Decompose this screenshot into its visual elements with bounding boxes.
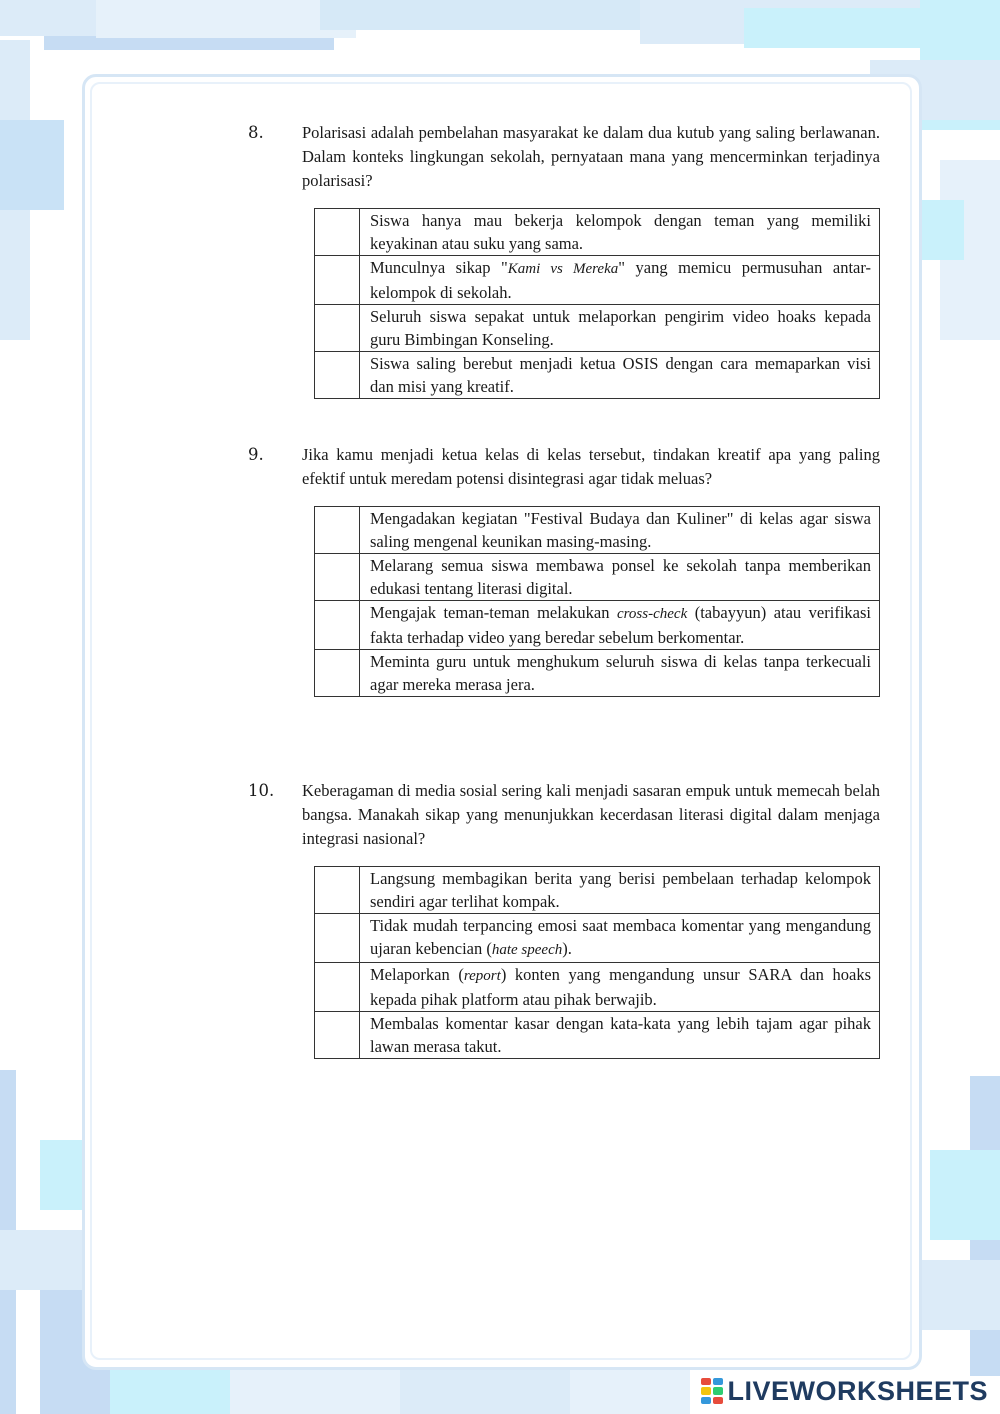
question-text: Jika kamu menjadi ketua kelas di kelas tersebut, tindakan kreatif apa yang paling efektif untuk meredam potensi disintegrasi agar tidak meluas? <box>302 445 880 488</box>
option-row <box>315 554 880 601</box>
option-row <box>315 914 880 963</box>
question-8 <box>248 121 880 399</box>
option-row <box>315 867 880 914</box>
options-table <box>314 506 880 697</box>
brand-name: LIVEWORKSHEETS <box>727 1375 988 1406</box>
question-text: Keberagaman di media sosial sering kali menjadi sasaran empuk untuk memecah belah bangsa. Manakah sikap yang menunjukkan kecerdasan literasi digital dalam menjaga integrasi nasional? <box>302 781 880 848</box>
option-text: Mengajak teman-teman melakukan cross-check (tabayyun) atau verifikasi fakta terhadap video yang beredar sebelum berkomentar. <box>360 601 880 650</box>
decor-block <box>744 8 924 48</box>
decor-block <box>320 0 640 30</box>
option-row <box>315 352 880 399</box>
option-row <box>315 601 880 650</box>
option-row <box>315 507 880 554</box>
option-row <box>315 963 880 1012</box>
answer-checkbox[interactable] <box>315 1012 360 1059</box>
answer-checkbox[interactable] <box>315 352 360 399</box>
answer-checkbox[interactable] <box>315 209 360 256</box>
question-text: Polarisasi adalah pembelahan masyarakat ke dalam dua kutub yang saling berlawanan. Dalam konteks lingkungan sekolah, pernyataan mana yang mencerminkan terjadinya polarisasi? <box>302 123 880 190</box>
option-row <box>315 650 880 697</box>
option-row <box>315 305 880 352</box>
option-text: Seluruh siswa sepakat untuk melaporkan pengirim video hoaks kepada guru Bimbingan Konseling. <box>360 305 880 352</box>
answer-checkbox[interactable] <box>315 914 360 963</box>
option-text: Tidak mudah terpancing emosi saat membaca komentar yang mengandung ujaran kebencian (hate speech). <box>360 914 880 963</box>
option-text: Munculnya sikap "Kami vs Mereka" yang memicu permusuhan antar-kelompok di sekolah. <box>360 256 880 305</box>
decor-block <box>0 120 64 210</box>
option-text: Meminta guru untuk menghukum seluruh siswa di kelas tanpa terkecuali agar mereka merasa jera. <box>360 650 880 697</box>
decor-block <box>44 36 334 50</box>
answer-checkbox[interactable] <box>315 507 360 554</box>
question-10 <box>248 779 880 1059</box>
option-text: Melarang semua siswa membawa ponsel ke sekolah tanpa memberikan edukasi tentang literasi digital. <box>360 554 880 601</box>
option-text: Siswa hanya mau bekerja kelompok dengan teman yang memiliki keyakinan atau suku yang sama. <box>360 209 880 256</box>
answer-checkbox[interactable] <box>315 650 360 697</box>
answer-checkbox[interactable] <box>315 554 360 601</box>
option-text: Membalas komentar kasar dengan kata-kata yang lebih tajam agar pihak lawan merasa takut. <box>360 1012 880 1059</box>
option-row <box>315 1012 880 1059</box>
answer-checkbox[interactable] <box>315 256 360 305</box>
answer-checkbox[interactable] <box>315 305 360 352</box>
options-table <box>314 208 880 399</box>
option-row <box>315 256 880 305</box>
option-row <box>315 209 880 256</box>
answer-checkbox[interactable] <box>315 601 360 650</box>
option-text: Siswa saling berebut menjadi ketua OSIS dengan cara memaparkan visi dan misi yang kreatif. <box>360 352 880 399</box>
question-9 <box>248 443 880 697</box>
question-number: 10. <box>248 781 275 800</box>
answer-checkbox[interactable] <box>315 963 360 1012</box>
liveworksheets-logo-icon <box>701 1378 723 1404</box>
option-text: Langsung membagikan berita yang berisi pembelaan terhadap kelompok sendiri agar terlihat kompak. <box>360 867 880 914</box>
option-text: Melaporkan (report) konten yang mengandung unsur SARA dan hoaks kepada pihak platform atau pihak berwajib. <box>360 963 880 1012</box>
option-text: Mengadakan kegiatan "Festival Budaya dan Kuliner" di kelas agar siswa saling mengenal keunikan masing-masing. <box>360 507 880 554</box>
answer-checkbox[interactable] <box>315 867 360 914</box>
question-number: 8. <box>248 123 264 142</box>
options-table <box>314 866 880 1059</box>
liveworksheets-logo[interactable] <box>701 1374 988 1408</box>
question-number: 9. <box>248 445 264 464</box>
decor-block <box>930 1150 1000 1240</box>
decor-block <box>96 0 356 38</box>
